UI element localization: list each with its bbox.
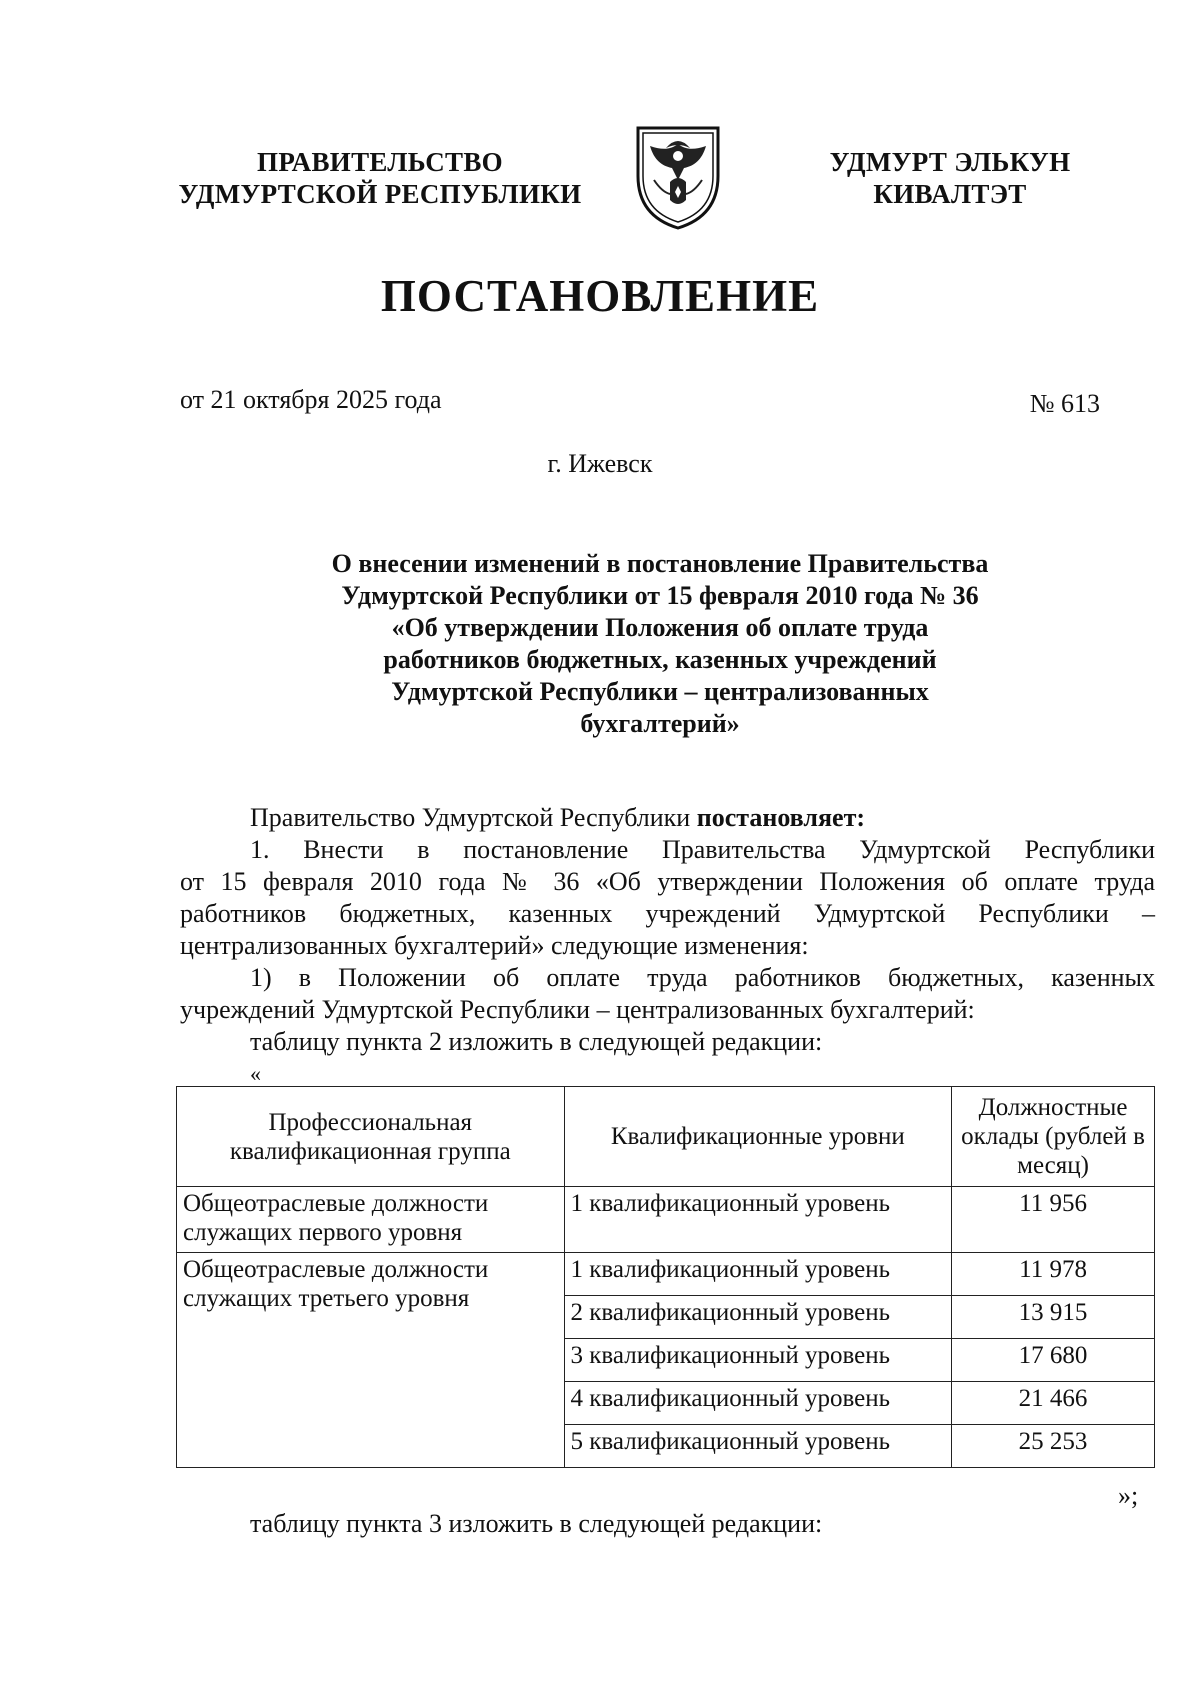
salary-cell: 17 680 xyxy=(952,1339,1155,1382)
table-row xyxy=(177,1253,1155,1296)
paragraph-3: таблицу пункта 2 изложить в следующей редакции: xyxy=(250,1027,823,1056)
paragraph-1-last-line: централизованных бухгалтерий» следующие изменения: xyxy=(180,931,809,960)
salary-table xyxy=(176,1086,1155,1468)
document-subject xyxy=(300,548,1020,740)
subject-line: бухгалтерий» xyxy=(580,709,740,738)
udmurt-coat-of-arms-icon xyxy=(632,120,724,232)
salary-cell: 13 915 xyxy=(952,1296,1155,1339)
paragraph-2-line: 1) в Положении об оплате труда работников бюджетных, казенных xyxy=(250,963,1155,992)
document-type-title: ПОСТАНОВЛЕНИЕ xyxy=(380,271,820,321)
table-row xyxy=(177,1187,1155,1253)
subject-line: Удмуртской Республики от 15 февраля 2010 года № 36 xyxy=(341,581,979,610)
header-salary: Должностные оклады (рублей в месяц) xyxy=(952,1087,1155,1187)
level-cell: 5 квалификационный уровень xyxy=(564,1425,952,1468)
org-name-russian xyxy=(150,146,610,210)
level-cell: 1 квалификационный уровень xyxy=(564,1187,952,1253)
body-intro xyxy=(250,802,865,834)
org-name-udmurt-line2: КИВАЛТЭТ xyxy=(873,179,1027,209)
paragraph-1-line: от 15 февраля 2010 года № 36 «Об утверждении Положения об оплате труда xyxy=(180,867,1155,896)
org-name-udmurt xyxy=(790,146,1110,210)
salary-cell: 11 956 xyxy=(952,1187,1155,1253)
salary-cell: 25 253 xyxy=(952,1425,1155,1468)
org-name-udmurt-line1: УДМУРТ ЭЛЬКУН xyxy=(829,147,1071,177)
paragraph-4: таблицу пункта 3 изложить в следующей редакции: xyxy=(250,1509,823,1538)
level-cell: 4 квалификационный уровень xyxy=(564,1382,952,1425)
body-intro-verb: постановляет: xyxy=(696,803,865,832)
header-levels: Квалификационные уровни xyxy=(564,1087,952,1187)
subject-line: работников бюджетных, казенных учреждений xyxy=(383,645,937,674)
group-name-cell: Общеотраслевые должности служащих первого уровня xyxy=(177,1187,565,1253)
group-name-cell: Общеотраслевые должности служащих третьего уровня xyxy=(177,1253,565,1468)
subject-line: О внесении изменений в постановление Правительства xyxy=(331,549,989,578)
org-name-line1: ПРАВИТЕЛЬСТВО xyxy=(257,147,503,177)
body-intro-text: Правительство Удмуртской Республики xyxy=(250,803,697,832)
salary-cell: 11 978 xyxy=(952,1253,1155,1296)
paragraph-1-line: работников бюджетных, казенных учреждений Удмуртской Республики – xyxy=(180,899,1155,928)
table-header-row xyxy=(177,1087,1155,1187)
header-group: Профессиональная квалификационная группа xyxy=(177,1087,565,1187)
document-date: от 21 октября 2025 года xyxy=(180,385,442,414)
document-number: № 613 xyxy=(1029,389,1100,418)
table-open-quote: « xyxy=(250,1061,261,1086)
subject-line: «Об утверждении Положения об оплате труда xyxy=(391,613,929,642)
table-close-quote: »; xyxy=(1118,1481,1139,1510)
subject-line: Удмуртской Республики – централизованных xyxy=(391,677,929,706)
org-name-line2: УДМУРТСКОЙ РЕСПУБЛИКИ xyxy=(178,179,582,209)
paragraph-2-last-line: учреждений Удмуртской Республики – централизованных бухгалтерий: xyxy=(180,995,975,1024)
paragraph-1-line: 1. Внести в постановление Правительства Удмуртской Республики xyxy=(250,835,1155,864)
level-cell: 2 квалификационный уровень xyxy=(564,1296,952,1339)
salary-cell: 21 466 xyxy=(952,1382,1155,1425)
level-cell: 3 квалификационный уровень xyxy=(564,1339,952,1382)
document-city: г. Ижевск xyxy=(547,449,653,478)
level-cell: 1 квалификационный уровень xyxy=(564,1253,952,1296)
